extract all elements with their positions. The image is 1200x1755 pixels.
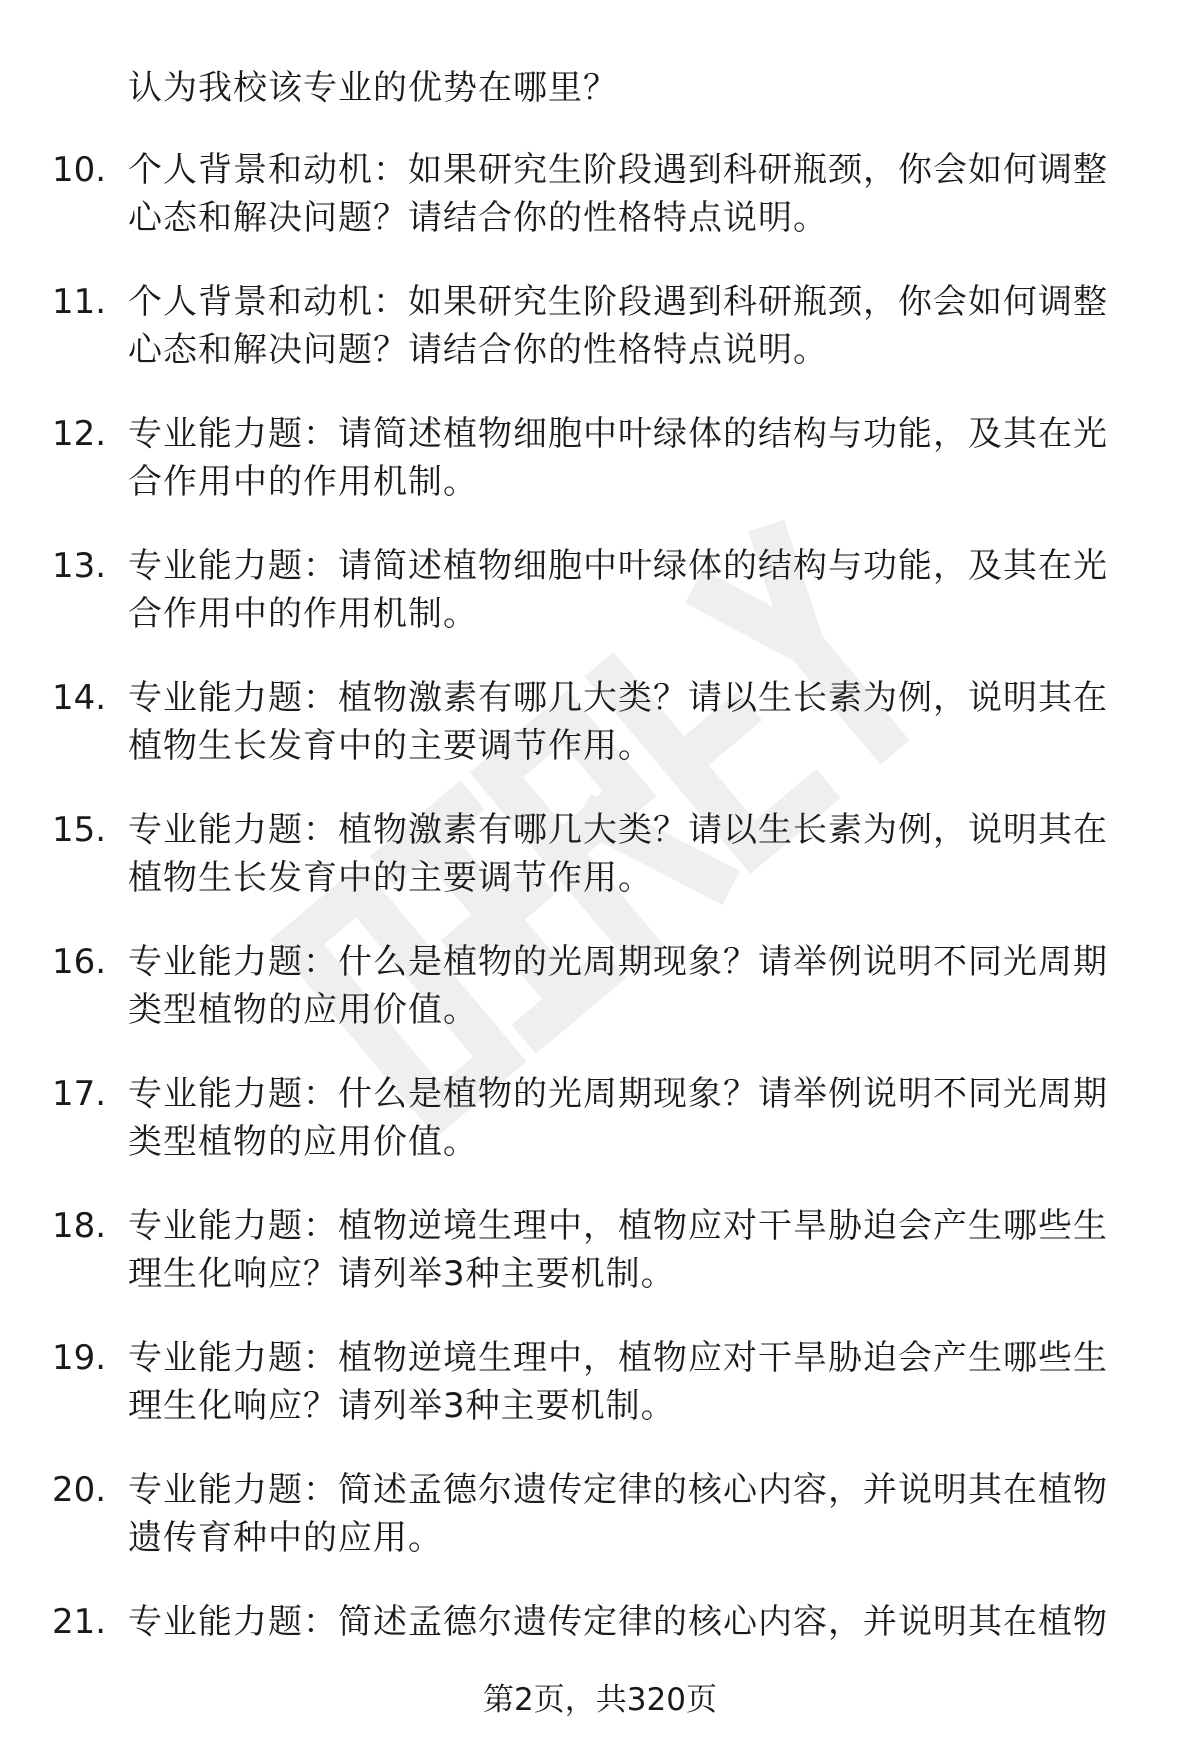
previous-question-continuation: 认为我校该专业的优势在哪里？ (128, 68, 618, 108)
question-line: 专业能力题：植物逆境生理中，植物应对干旱胁迫会产生哪些生 (128, 1206, 1108, 1246)
question-item-20 (0, 1466, 1200, 1598)
question-item-13 (0, 542, 1200, 674)
question-line: 专业能力题：什么是植物的光周期现象？请举例说明不同光周期 (128, 1074, 1108, 1114)
question-text (128, 674, 1138, 770)
question-line: 遗传育种中的应用。 (128, 1518, 443, 1558)
question-number: 11. (52, 282, 107, 322)
question-text (128, 1070, 1138, 1166)
question-list (0, 146, 1200, 1730)
question-line: 植物生长发育中的主要调节作用。 (128, 858, 653, 898)
question-text (128, 146, 1138, 242)
question-item-10 (0, 146, 1200, 278)
question-line: 个人背景和动机：如果研究生阶段遇到科研瓶颈，你会如何调整 (128, 282, 1108, 322)
question-text (128, 410, 1138, 506)
question-line: 专业能力题：植物激素有哪几大类？请以生长素为例，说明其在 (128, 810, 1108, 850)
question-line: 类型植物的应用价值。 (128, 990, 478, 1030)
question-line: 植物生长发育中的主要调节作用。 (128, 726, 653, 766)
question-line: 类型植物的应用价值。 (128, 1122, 478, 1162)
question-number: 10. (52, 150, 107, 190)
question-line: 专业能力题：请简述植物细胞中叶绿体的结构与功能，及其在光 (128, 414, 1108, 454)
question-item-19 (0, 1334, 1200, 1466)
question-line: 专业能力题：请简述植物细胞中叶绿体的结构与功能，及其在光 (128, 546, 1108, 586)
question-item-16 (0, 938, 1200, 1070)
question-line: 专业能力题：简述孟德尔遗传定律的核心内容，并说明其在植物 (128, 1602, 1108, 1642)
question-text (128, 542, 1138, 638)
question-line: 心态和解决问题？请结合你的性格特点说明。 (128, 198, 828, 238)
question-line: 理生化响应？请列举3种主要机制。 (128, 1386, 676, 1426)
question-text (128, 938, 1138, 1034)
question-text (128, 1202, 1138, 1298)
question-line: 合作用中的作用机制。 (128, 462, 478, 502)
question-text (128, 806, 1138, 902)
question-item-18 (0, 1202, 1200, 1334)
question-number: 21. (52, 1602, 107, 1642)
question-number: 19. (52, 1338, 107, 1378)
question-line: 合作用中的作用机制。 (128, 594, 478, 634)
question-line: 专业能力题：植物逆境生理中，植物应对干旱胁迫会产生哪些生 (128, 1338, 1108, 1378)
question-item-12 (0, 410, 1200, 542)
question-line: 心态和解决问题？请结合你的性格特点说明。 (128, 330, 828, 370)
question-line: 专业能力题：什么是植物的光周期现象？请举例说明不同光周期 (128, 942, 1108, 982)
question-text (128, 1334, 1138, 1430)
question-number: 13. (52, 546, 107, 586)
question-number: 12. (52, 414, 107, 454)
question-number: 18. (52, 1206, 107, 1246)
question-item-11 (0, 278, 1200, 410)
question-number: 15. (52, 810, 107, 850)
question-number: 16. (52, 942, 107, 982)
question-text (128, 1598, 1138, 1646)
question-line: 个人背景和动机：如果研究生阶段遇到科研瓶颈，你会如何调整 (128, 150, 1108, 190)
question-line: 专业能力题：简述孟德尔遗传定律的核心内容，并说明其在植物 (128, 1470, 1108, 1510)
question-item-14 (0, 674, 1200, 806)
page-number-footer: 第2页，共320页 (483, 1682, 717, 1718)
question-line: 理生化响应？请列举3种主要机制。 (128, 1254, 676, 1294)
question-item-17 (0, 1070, 1200, 1202)
question-text (128, 1466, 1138, 1562)
question-number: 17. (52, 1074, 107, 1114)
question-number: 20. (52, 1470, 107, 1510)
question-number: 14. (52, 678, 107, 718)
question-item-15 (0, 806, 1200, 938)
question-line: 专业能力题：植物激素有哪几大类？请以生长素为例，说明其在 (128, 678, 1108, 718)
question-text (128, 278, 1138, 374)
